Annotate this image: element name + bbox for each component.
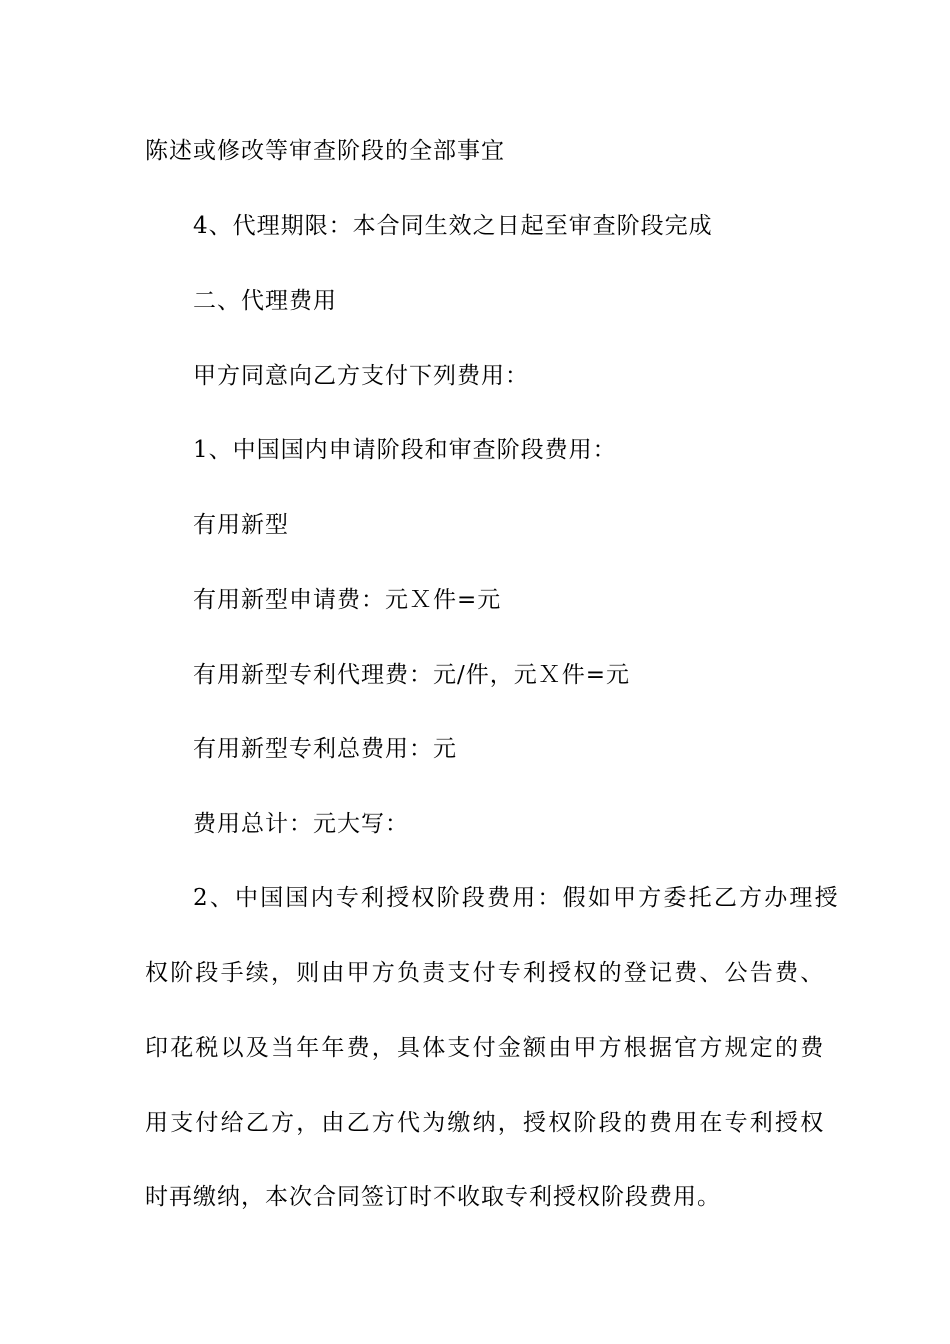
paragraph-line: 陈述或修改等审查阶段的全部事宜 — [145, 138, 505, 164]
paragraph-line: 时再缴纳，本次合同签订时不收取专利授权阶段费用。 — [145, 1184, 721, 1210]
paragraph-line: 有用新型 — [193, 512, 289, 538]
paragraph-line: 甲方同意向乙方支付下列费用： — [193, 363, 529, 389]
paragraph-line: 有用新型申请费：元Ｘ件=元 — [193, 587, 502, 613]
paragraph-line: 有用新型专利总费用：元 — [193, 736, 457, 762]
paragraph-line: 印花税以及当年年费，具体支付金额由甲方根据官方规定的费 — [145, 1035, 826, 1061]
section-heading: 二、代理费用 — [193, 288, 337, 314]
paragraph-line: 用支付给乙方，由乙方代为缴纳，授权阶段的费用在专利授权 — [145, 1110, 826, 1136]
paragraph-line: 1、中国国内申请阶段和审查阶段费用： — [193, 437, 617, 463]
paragraph-line: 4、代理期限：本合同生效之日起至审查阶段完成 — [193, 213, 713, 239]
paragraph-line: 费用总计：元大写： — [193, 811, 409, 837]
paragraph-line: 权阶段手续，则由甲方负责支付专利授权的登记费、公告费、 — [145, 960, 826, 986]
paragraph-line: 有用新型专利代理费：元/件，元Ｘ件=元 — [193, 662, 631, 688]
paragraph-line: 2、中国国内专利授权阶段费用：假如甲方委托乙方办理授 — [193, 885, 840, 911]
